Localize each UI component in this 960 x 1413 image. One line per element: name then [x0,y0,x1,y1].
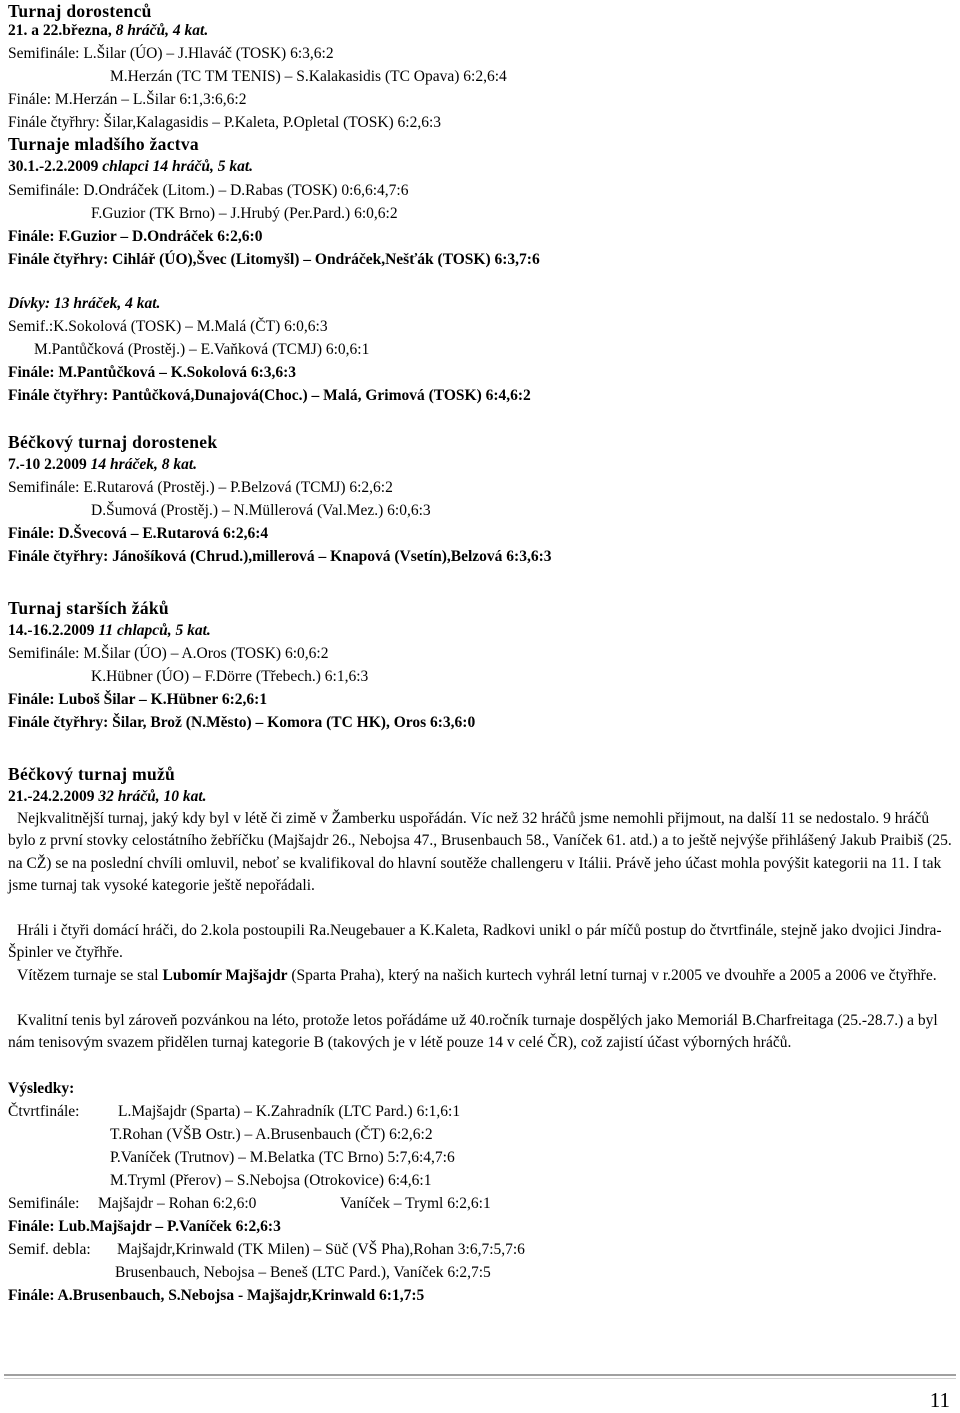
result-line: Finále: A.Brusenbauch, S.Nebojsa - Majšajdr,Krinwald 6:1,7:5 [8,1287,425,1304]
section-heading-starsi-zaci: Turnaj starších žáků [8,598,169,618]
results-heading: Výsledky: [8,1080,75,1097]
result-line: Majšajdr,Krinwald (TK Milen) – Süč (VŠ Pha),Rohan 3:6,7:5,7:6 [117,1241,525,1258]
result-line: Finále čtyřhry: Pantůčková,Dunajová(Choc.) – Malá, Grimová (TOSK) 6:4,6:2 [8,387,531,404]
result-line: Vaníček – Tryml 6:2,6:1 [340,1195,491,1212]
result-line: Semifinále: M.Šilar (ÚO) – A.Oros (TOSK) 6:0,6:2 [8,645,329,662]
result-line: M.Herzán (TC TM TENIS) – S.Kalakasidis (TC Opava) 6:2,6:4 [110,68,507,85]
result-line: Finále: F.Guzior – D.Ondráček 6:2,6:0 [8,228,263,245]
semifinal-label: Semifinále: [8,1195,80,1212]
result-line: D.Šumová (Prostěj.) – N.Müllerová (Val.Mez.) 6:0,6:3 [91,502,431,519]
section-heading-mladsi-zactvo: Turnaje mladšího žactva [8,134,199,154]
result-line: Finále čtyřhry: Šilar, Brož (N.Město) – Komora (TC HK), Oros 6:3,6:0 [8,714,476,731]
doubles-semifinal-label: Semif. debla: [8,1241,91,1258]
result-line: Semif.:K.Sokolová (TOSK) – M.Malá (ČT) 6:0,6:3 [8,318,328,335]
result-line: Semifinále: L.Šilar (ÚO) – J.Hlaváč (TOSK) 6:3,6:2 [8,45,334,62]
body-paragraph: Hráli i čtyři domácí hráči, do 2.kola postoupili Ra.Neugebauer a K.Kaleta, Radkovi unikl o pár míčů postup do čtvrtfinále, stejně jako dvojici Jindra-Špinler ve čtyřhře. [8,922,942,962]
result-line: Brusenbauch, Nebojsa – Beneš (LTC Pard.), Vaníček 6:2,7:5 [115,1264,491,1281]
date-line [8,455,197,475]
subsection-heading-divky: Dívky: 13 hráček, 4 kat. [8,295,161,312]
result-line: F.Guzior (TK Brno) – J.Hrubý (Per.Pard.) 6:0,6:2 [91,205,398,222]
body-paragraph: Nejkvalitnější turnaj, jaký kdy byl v létě či zimě v Žamberku uspořádán. Víc než 32 hráčů jsme nemohli přijmout, na další 11 se nedostalo. 9 hráčů bylo z první stovky celostátního žebříčku (Majšajdr 26., Nebojsa 47., Brusenbauch 58., Vaníček 61. atd.) a to ještě nejvýše přihlášený Jakub Praibiš (25. na CŽ) se na poslední chvíli omluvil, neboť se kvalifikoval do hlavní soutěže challengeru v Itálii. Právě jeho účast mohla povýšit kategorii na 11. I tak jsme turnaj tak vysoké kategorie ještě nepořádali. [8,810,952,894]
result-line: Finále čtyřhry: Šilar,Kalagasidis – P.Kaleta, P.Opletal (TOSK) 6:2,6:3 [8,114,442,131]
date-text: 21.-24.2.2009 [8,788,99,805]
result-line: Finále: Lub.Majšajdr – P.Vaníček 6:2,6:3 [8,1218,281,1235]
section-heading-turnaj-dorostencu: Turnaj dorostenců [8,1,152,21]
date-line [8,787,207,807]
date-text: 7.-10 2.2009 [8,456,91,473]
result-line: Semifinále: D.Ondráček (Litom.) – D.Rabas (TOSK) 0:6,6:4,7:6 [8,182,409,199]
page-footer [0,1374,960,1412]
result-line: Finále: M.Pantůčková – K.Sokolová 6:3,6:3 [8,364,297,381]
category-text: 32 hráčů, 10 kat. [98,788,207,805]
body-paragraph [8,965,952,987]
result-line: Finále: Luboš Šilar – K.Hübner 6:2,6:1 [8,691,268,708]
date-text: 14.-16.2.2009 [8,622,99,639]
section-heading-beckovy-muzu: Béčkový turnaj mužů [8,764,176,784]
result-line: Finále: D.Švecová – E.Rutarová 6:2,6:4 [8,525,269,542]
footer-divider [4,1374,956,1376]
result-line: P.Vaníček (Trutnov) – M.Belatka (TC Brno) 5:7,6:4,7:6 [110,1149,455,1166]
date-line [8,621,211,641]
result-line: Finále čtyřhry: Cihlář (ÚO),Švec (Litomyšl) – Ondráček,Nešťák (TOSK) 6:3,7:6 [8,251,540,268]
result-line: Finále: M.Herzán – L.Šilar 6:1,3:6,6:2 [8,91,247,108]
date-line [8,21,208,41]
result-line: Semifinále: E.Rutarová (Prostěj.) – P.Belzová (TCMJ) 6:2,6:2 [8,479,393,496]
category-text: 11 chlapců, 5 kat. [98,622,211,639]
body-paragraph: Kvalitní tenis byl zároveň pozvánkou na léto, protože letos pořádáme už 40.ročník turnaje dospělých jako Memoriál B.Charfreitaga (25.-28.7.) a byl nám tenisovým svazem přidělen turnaj kategorie B (takových je v létě pouze 14 v celé ČR), což zajistí účast výborných hráčů. [8,1012,938,1052]
result-line: Finále čtyřhry: Jánošíková (Chrud.),millerová – Knapová (Vsetín),Belzová 6:3,6:3 [8,548,552,565]
section-heading-beckovy-dorostenek: Béčkový turnaj dorostenek [8,432,218,452]
date-text: 21. a 22.března, [8,22,116,39]
paragraph-text: (Sparta Praha), který na našich kurtech vyhrál letní turnaj v r.2005 ve dvouhře a 2005 a 2006 ve čtyřhře. [287,967,937,984]
result-line: T.Rohan (VŠB Ostr.) – A.Brusenbauch (ČT) 6:2,6:2 [110,1126,433,1143]
page-number: 11 [929,1388,950,1412]
result-line: L.Majšajdr (Sparta) – K.Zahradník (LTC Pard.) 6:1,6:1 [118,1103,461,1120]
date-line [8,157,253,177]
result-line: Majšajdr – Rohan 6:2,6:0 [98,1195,257,1212]
result-line: K.Hübner (ÚO) – F.Dörre (Třebech.) 6:1,6:3 [91,668,369,685]
result-line: M.Pantůčková (Prostěj.) – E.Vaňková (TCMJ) 6:0,6:1 [34,341,370,358]
footer-divider-thin [4,1378,956,1379]
result-line: M.Tryml (Přerov) – S.Nebojsa (Otrokovice) 6:4,6:1 [110,1172,432,1189]
category-text: chlapci 14 hráčů, 5 kat. [102,158,253,175]
date-text: 30.1.-2.2.2009 [8,158,103,175]
category-text: 8 hráčů, 4 kat. [115,22,209,39]
category-text: 14 hráček, 8 kat. [90,456,198,473]
winner-name: Lubomír Majšajdr [162,967,288,984]
paragraph-text: Vítězem turnaje se stal [17,967,163,984]
quarterfinal-label: Čtvrtfinále: [8,1103,80,1120]
